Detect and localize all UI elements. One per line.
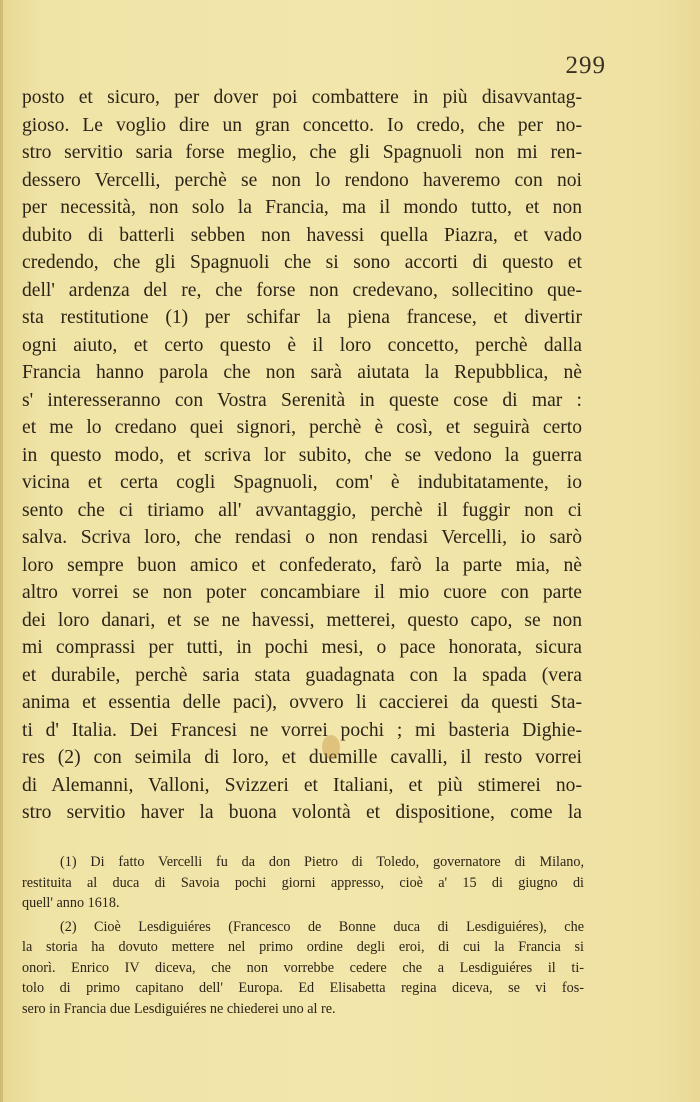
body-line: sta restitutione (1) per schifar la piena francese, et divertir <box>22 307 582 328</box>
body-line: ti d' Italia. Dei Francesi ne vorrei pochi ; mi basteria Dighie- <box>22 719 582 741</box>
body-line: res (2) con seimila di loro, et duemille cavalli, il resto vorrei <box>22 747 582 768</box>
footnotes <box>22 852 584 1019</box>
body-line: salva. Scriva loro, che rendasi o non rendasi Vercelli, io sarò <box>22 527 582 548</box>
body-line: et me lo credano quei signori, perchè è così, et seguirà certo <box>22 417 582 438</box>
body-line: sento che ci tiriamo all' avvantaggio, perchè il fuggir non ci <box>22 499 582 521</box>
body-line: dei loro danari, et se ne havessi, metterei, questo capo, se non <box>22 609 582 631</box>
paper-stain <box>322 735 340 759</box>
body-line: credendo, che gli Spagnuoli che si sono accorti di questo et <box>22 252 582 273</box>
footnote-line: tolo di primo capitano dell' Europa. Ed Elisabetta regina diceva, se vi fos- <box>22 980 584 996</box>
body-line: per necessità, non solo la Francia, ma il mondo tutto, et non <box>22 197 582 218</box>
footnote-1 <box>22 852 584 914</box>
footnote-2 <box>22 917 584 1020</box>
body-line: Francia hanno parola che non sarà aiutata la Repubblica, nè <box>22 362 582 383</box>
body-line: in questo modo, et scriva lor subito, che se vedono la guerra <box>22 444 582 466</box>
body-line: mi comprassi per tutti, in pochi mesi, o pace honorata, sicura <box>22 637 582 658</box>
body-line: dell' ardenza del re, che forse non credevano, sollecitino que- <box>22 279 582 301</box>
footnote-line: quell' anno 1618. <box>22 895 120 911</box>
body-line: altro vorrei se non poter concambiare il mio cuore con parte <box>22 582 582 603</box>
footnote-line: la storia ha dovuto mettere nel primo ordine degli eroi, di cui la Francia si <box>22 939 584 955</box>
footnote-line: (2) Cioè Lesdiguiéres (Francesco de Bonne duca di Lesdiguiéres), che <box>60 918 584 935</box>
body-line: posto et sicuro, per dover poi combattere in più disavvantag- <box>22 87 582 108</box>
body-line: vicina et certa cogli Spagnuoli, com' è indubitatamente, io <box>22 472 582 493</box>
body-line: et durabile, perchè saria stata guadagnata con la spada (vera <box>22 664 582 686</box>
page-number: 299 <box>565 52 606 79</box>
body-line: ogni aiuto, et certo questo è il loro concetto, perchè dalla <box>22 334 582 356</box>
body-line: anima et essentia delle paci), ovvero li caccierei da questi Sta- <box>22 692 582 713</box>
body-text <box>22 84 582 827</box>
body-line: s' interesseranno con Vostra Serenità in queste cose di mar : <box>22 389 582 411</box>
footnote-line: sero in Francia due Lesdiguiéres ne chiederei uno al re. <box>22 1000 336 1017</box>
footnote-line: restituita al duca di Savoia pochi giorni appresso, cioè a' 15 di giugno di <box>22 874 584 891</box>
body-line: di Alemanni, Valloni, Svizzeri et Italiani, et più stimerei no- <box>22 774 582 796</box>
page-edge-shadow <box>0 0 3 1102</box>
body-line: gioso. Le voglio dire un gran concetto. Io credo, che per no- <box>22 114 582 136</box>
body-line: dessero Vercelli, perchè se non lo rendono haveremo con noi <box>22 169 582 191</box>
body-line: loro sempre buon amico et confederato, farò la parte mia, nè <box>22 554 582 576</box>
body-line: stro servitio haver la buona volontà et dispositione, come la <box>22 802 582 823</box>
footnote-line: onorì. Enrico IV diceva, che non vorrebbe cedere che a Lesdiguiéres il ti- <box>22 959 584 976</box>
body-line: dubito di batterli sebben non havessi quella Piazra, et vado <box>22 224 582 246</box>
footnote-line: (1) Di fatto Vercelli fu da don Pietro di Toledo, governatore di Milano, <box>60 854 584 870</box>
body-line: stro servitio saria forse meglio, che gli Spagnuoli non mi ren- <box>22 142 582 163</box>
